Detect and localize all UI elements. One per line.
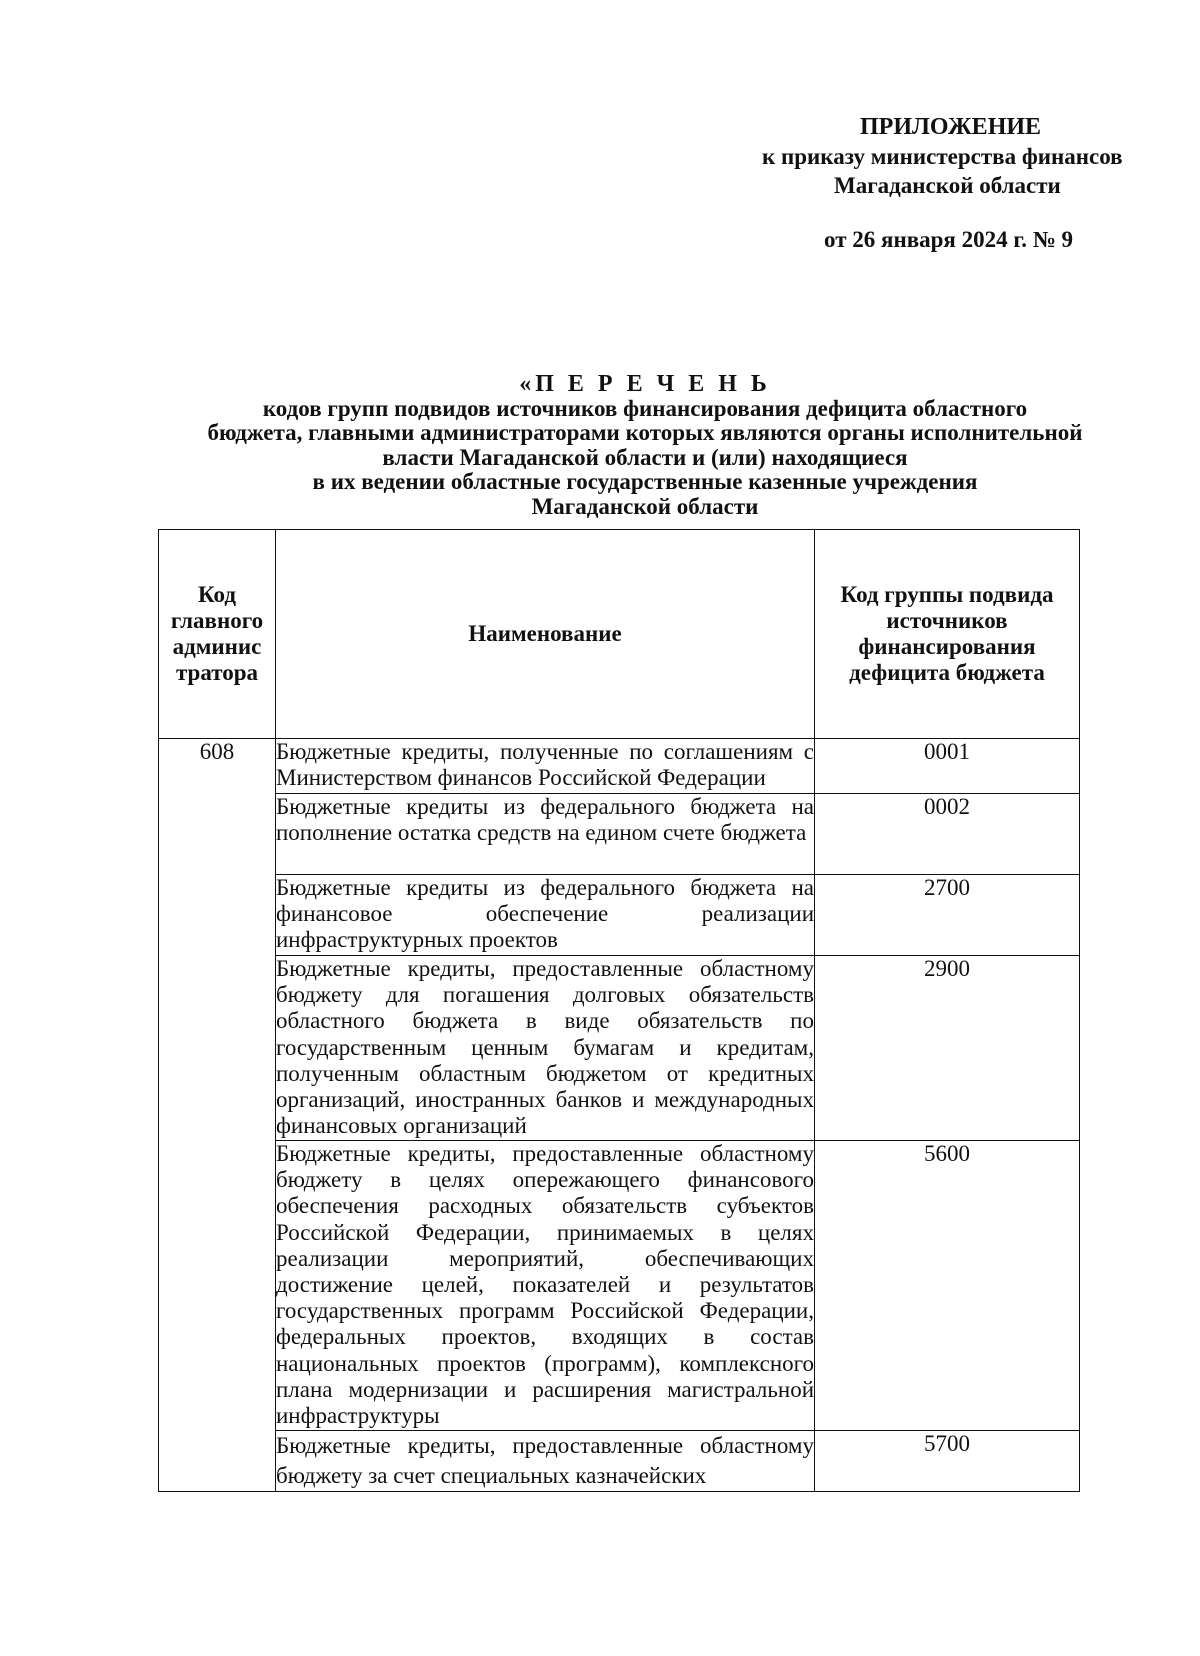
header-group-code-label: Код группы подвида источников финансирования дефицита бюджета: [840, 582, 1054, 685]
heading-line: Магаданской области: [531, 493, 759, 519]
group-code-cell: 5600: [815, 1141, 1080, 1431]
name-cell: Бюджетные кредиты, предоставленные областному бюджету для погашения долговых обязательств областного бюджета в виде обязательств по государственным ценным бумагам и кредитам, полученным областным бюджетом от кредитных организаций, иностранных банков и международных финансовых организаций: [276, 956, 815, 1141]
table-row: [159, 956, 1080, 1141]
header-admin-code: [159, 530, 276, 739]
appendix-title: ПРИЛОЖЕНИЕ: [860, 114, 1042, 140]
table-row: [159, 794, 1080, 875]
heading-line: бюджета, главными администраторами которых являются органы исполнительной: [207, 420, 1083, 445]
table-row: [159, 739, 1080, 794]
appendix-date-number: от 26 января 2024 г. № 9: [824, 227, 1074, 252]
heading-line: кодов групп подвидов источников финансирования дефицита областного: [262, 395, 1028, 421]
heading-title: «П Е Р Е Ч Е Н Ь: [519, 371, 771, 397]
header-name: [276, 530, 815, 739]
header-group-code: [815, 530, 1080, 739]
name-cell: Бюджетные кредиты из федерального бюджета на финансовое обеспечение реализации инфраструктурных проектов: [276, 875, 815, 956]
group-code-cell: 0002: [815, 794, 1080, 875]
heading-line: власти Магаданской области и (или) находящиеся: [382, 444, 908, 470]
name-cell: Бюджетные кредиты, полученные по соглашениям с Министерством финансов Российской Федерации: [276, 739, 815, 794]
appendix-region: Магаданской области: [834, 173, 1061, 198]
group-code-cell: 0001: [815, 739, 1080, 794]
table-row: [159, 875, 1080, 956]
name-cell: Бюджетные кредиты, предоставленные областному бюджету за счет специальных казначейских: [276, 1431, 815, 1492]
appendix-order-reference: к приказу министерства финансов: [762, 144, 1123, 169]
table-row: [159, 1141, 1080, 1431]
group-code-cell: 2900: [815, 956, 1080, 1141]
group-code-cell: 2700: [815, 875, 1080, 956]
heading-line: в их ведении областные государственные казенные учреждения: [312, 469, 978, 494]
name-cell: Бюджетные кредиты из федерального бюджета на пополнение остатка средств на едином счете бюджета: [276, 794, 815, 875]
group-code-cell: 5700: [815, 1431, 1080, 1492]
header-name-label: Наименование: [468, 621, 622, 646]
admin-code-cell: 608: [159, 739, 276, 1492]
document-heading: [150, 372, 1140, 519]
table-header-row: [159, 530, 1080, 739]
name-cell: Бюджетные кредиты, предоставленные областному бюджету в целях опережающего финансового обеспечения расходных обязательств субъектов Российской Федерации, принимаемых в целях реализации мероприятий, обеспечивающих достижение целей, показателей и результатов государственных программ Российской Федерации, федеральных проектов, входящих в состав национальных проектов (программ), комплексного плана модернизации и расширения магистральной инфраструктуры: [276, 1141, 815, 1431]
table-row: [159, 1431, 1080, 1492]
codes-table: [158, 529, 1080, 1492]
header-admin-code-label: Код главного админис тратора: [170, 582, 264, 685]
